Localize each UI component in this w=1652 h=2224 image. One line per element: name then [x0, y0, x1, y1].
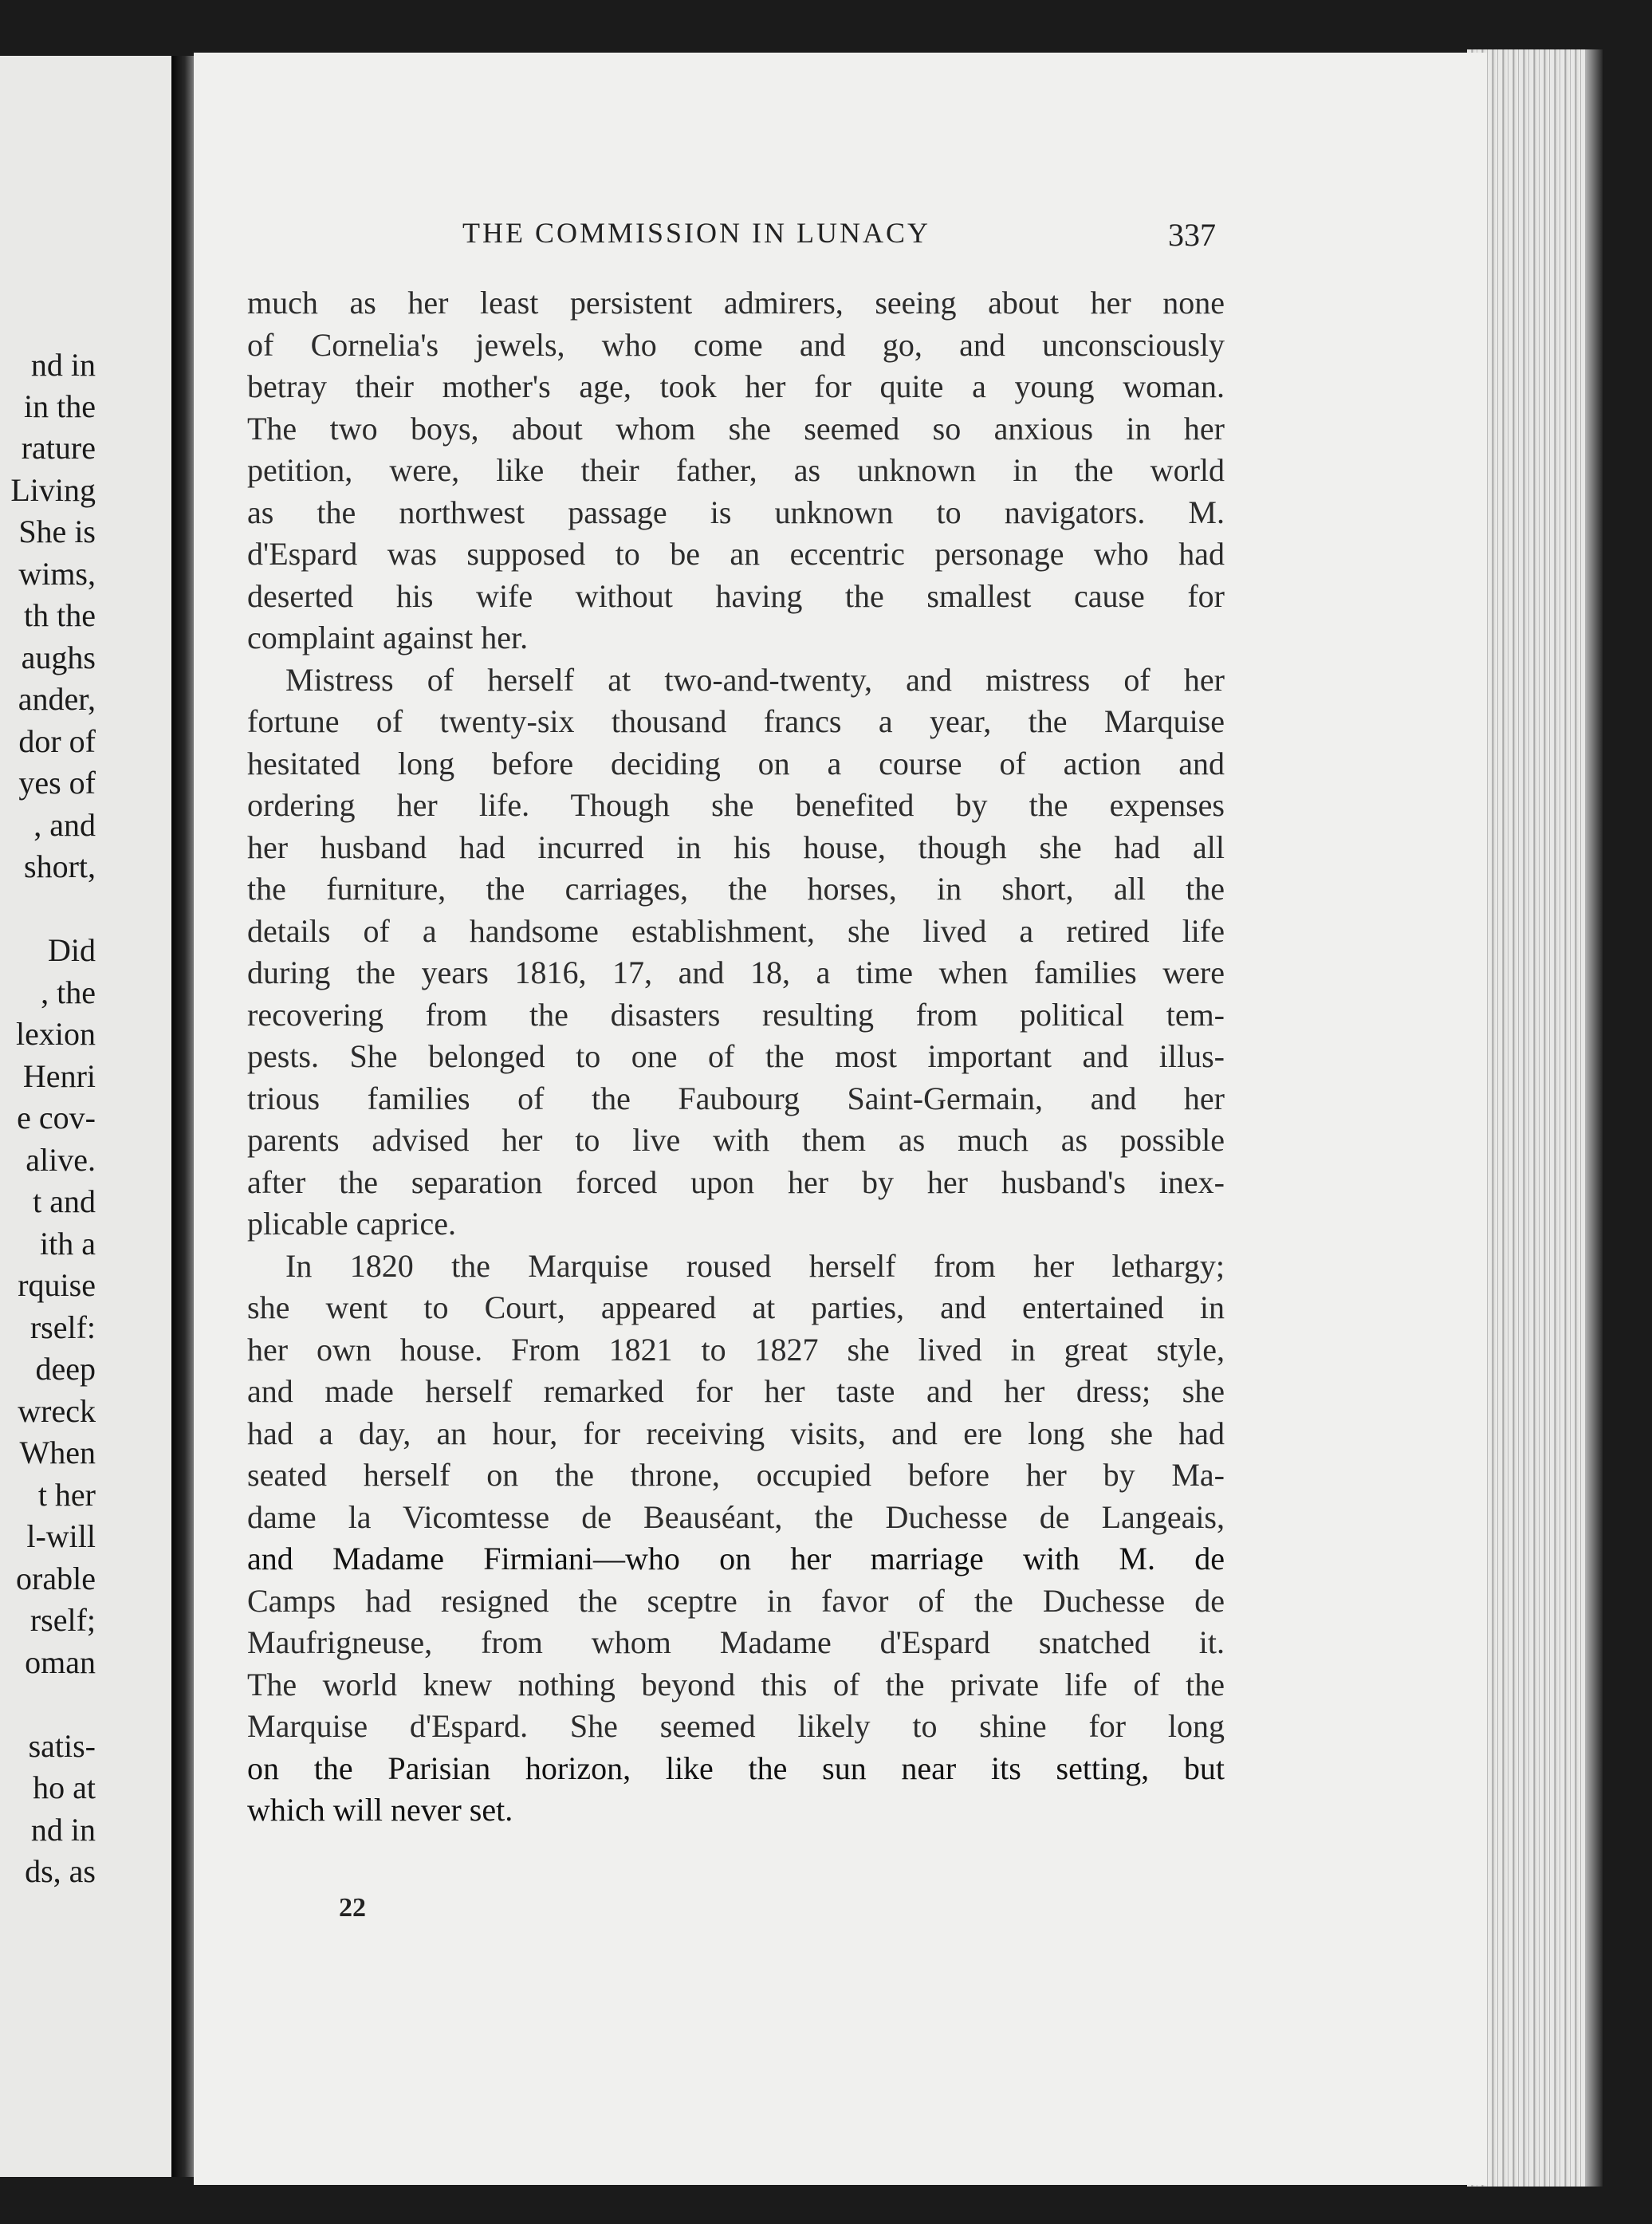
text-line: details of a handsome establishment, she lived a retired life — [247, 912, 1225, 949]
text-line: and Madame Firmiani—who on her marriage with M. de — [247, 1541, 1225, 1576]
text-line: Mistress of herself at two-and-twenty, and mistress of her — [285, 661, 1225, 698]
text-line: ordering her life. Though she benefited by the expenses — [247, 787, 1225, 823]
left-page-line: th the — [24, 597, 96, 633]
left-page-line: , and — [33, 807, 96, 843]
left-page-line: in the — [24, 388, 96, 424]
text-line: betray their mother's age, took her for quite a young woman. — [247, 368, 1225, 404]
text-line: Camps had resigned the sceptre in favor of the Duchesse de — [247, 1582, 1225, 1619]
text-line: of Cornelia's jewels, who come and go, and unconsciously — [247, 326, 1225, 363]
left-page-line: rself: — [30, 1309, 96, 1345]
text-line: The two boys, about whom she seemed so anxious in her — [247, 410, 1225, 447]
text-line: on the Parisian horizon, like the sun near its setting, but — [247, 1750, 1225, 1786]
left-page-line: aughs — [21, 640, 96, 675]
left-page-line: rature — [21, 430, 96, 466]
left-page-line: ith a — [40, 1226, 96, 1262]
text-line: as the northwest passage is unknown to navigators. M. — [247, 494, 1225, 530]
left-page-line: alive. — [26, 1142, 96, 1178]
text-line: pests. She belonged to one of the most important and illus- — [247, 1038, 1225, 1074]
text-line: her own house. From 1821 to 1827 she lived in great style, — [247, 1331, 1225, 1368]
text-line: complaint against her. — [247, 620, 529, 655]
text-line: recovering from the disasters resulting from political tem- — [247, 996, 1225, 1033]
left-page-line: rquise — [18, 1267, 96, 1303]
left-page-line: nd in — [30, 347, 96, 383]
left-page-line: Henri — [22, 1058, 96, 1094]
text-line: Maufrigneuse, from whom Madame d'Espard snatched it. — [247, 1624, 1225, 1660]
left-page-line: yes of — [18, 765, 96, 801]
book-gutter — [171, 56, 194, 2177]
left-page-line: l-will — [26, 1518, 96, 1554]
text-line: hesitated long before deciding on a course of action and — [247, 745, 1225, 781]
left-page-line: lexion — [16, 1016, 96, 1052]
signature-mark: 22 — [339, 1893, 366, 1923]
left-page-line: She is — [18, 514, 96, 549]
left-page-line: t her — [37, 1477, 96, 1513]
left-page-line: short, — [24, 848, 96, 884]
left-page-line: ds, as — [25, 1853, 96, 1889]
text-line: she went to Court, appeared at parties, and entertained in — [247, 1289, 1225, 1325]
text-line: fortune of twenty-six thousand francs a year, the Marquise — [247, 703, 1225, 739]
text-line: plicable caprice. — [247, 1206, 457, 1242]
left-page-line: Living — [10, 472, 96, 508]
text-line: had a day, an hour, for receiving visits, and ere long she had — [247, 1415, 1225, 1451]
text-line: petition, were, like their father, as unknown in the world — [247, 452, 1225, 488]
left-page-line: e cov- — [17, 1100, 96, 1136]
left-page-line: nd in — [30, 1812, 96, 1848]
text-line: Marquise d'Espard. She seemed likely to shine for long — [247, 1708, 1225, 1744]
left-page-line: , the — [41, 974, 96, 1010]
text-line: seated herself on the throne, occupied before her by Ma- — [247, 1457, 1225, 1493]
left-page-line: dor of — [18, 723, 96, 759]
left-page-line: When — [19, 1435, 96, 1470]
book-page — [194, 53, 1487, 2185]
body-text — [247, 282, 1225, 1832]
text-line: and made herself remarked for her taste and her dress; she — [247, 1373, 1225, 1409]
left-facing-page — [0, 56, 178, 2177]
text-line: trious families of the Faubourg Saint-Germain, and her — [247, 1080, 1225, 1116]
text-line: during the years 1816, 17, and 18, a time when families were — [247, 955, 1225, 990]
left-page-line: wims, — [18, 556, 96, 592]
text-line: which will never set. — [247, 1792, 513, 1828]
left-page-line: t and — [33, 1183, 96, 1219]
left-page-line: ho at — [33, 1769, 96, 1805]
left-page-line: deep — [35, 1351, 96, 1387]
page-number: 337 — [1168, 217, 1216, 253]
text-line: her husband had incurred in his house, though she had all — [247, 829, 1225, 865]
text-line: the furniture, the carriages, the horses, in short, all the — [247, 871, 1225, 907]
text-line: In 1820 the Marquise roused herself from her lethargy; — [285, 1247, 1225, 1284]
text-line: d'Espard was supposed to be an eccentric personage who had — [247, 536, 1225, 572]
running-head: THE COMMISSION IN LUNACY — [462, 217, 931, 249]
text-line: dame la Vicomtesse de Beauséant, the Duchesse de Langeais, — [247, 1498, 1225, 1535]
text-line: much as her least persistent admirers, seeing about her none — [247, 285, 1225, 321]
left-page-line: wreck — [18, 1393, 96, 1429]
left-page-line: satis- — [28, 1728, 96, 1764]
text-line: parents advised her to live with them as much as possible — [247, 1122, 1225, 1158]
left-page-line: Did — [48, 932, 96, 968]
page-edges — [1467, 49, 1603, 2187]
text-line: The world knew nothing beyond this of the private life of the — [247, 1666, 1225, 1702]
text-line: deserted his wife without having the smallest cause for — [247, 577, 1225, 614]
left-page-line: orable — [16, 1561, 96, 1596]
text-line: after the separation forced upon her by her husband's inex- — [247, 1163, 1225, 1200]
left-page-line: ander, — [18, 681, 96, 717]
left-page-line: oman — [25, 1644, 96, 1680]
left-page-line: rself; — [30, 1602, 96, 1638]
page-header — [194, 216, 1487, 264]
